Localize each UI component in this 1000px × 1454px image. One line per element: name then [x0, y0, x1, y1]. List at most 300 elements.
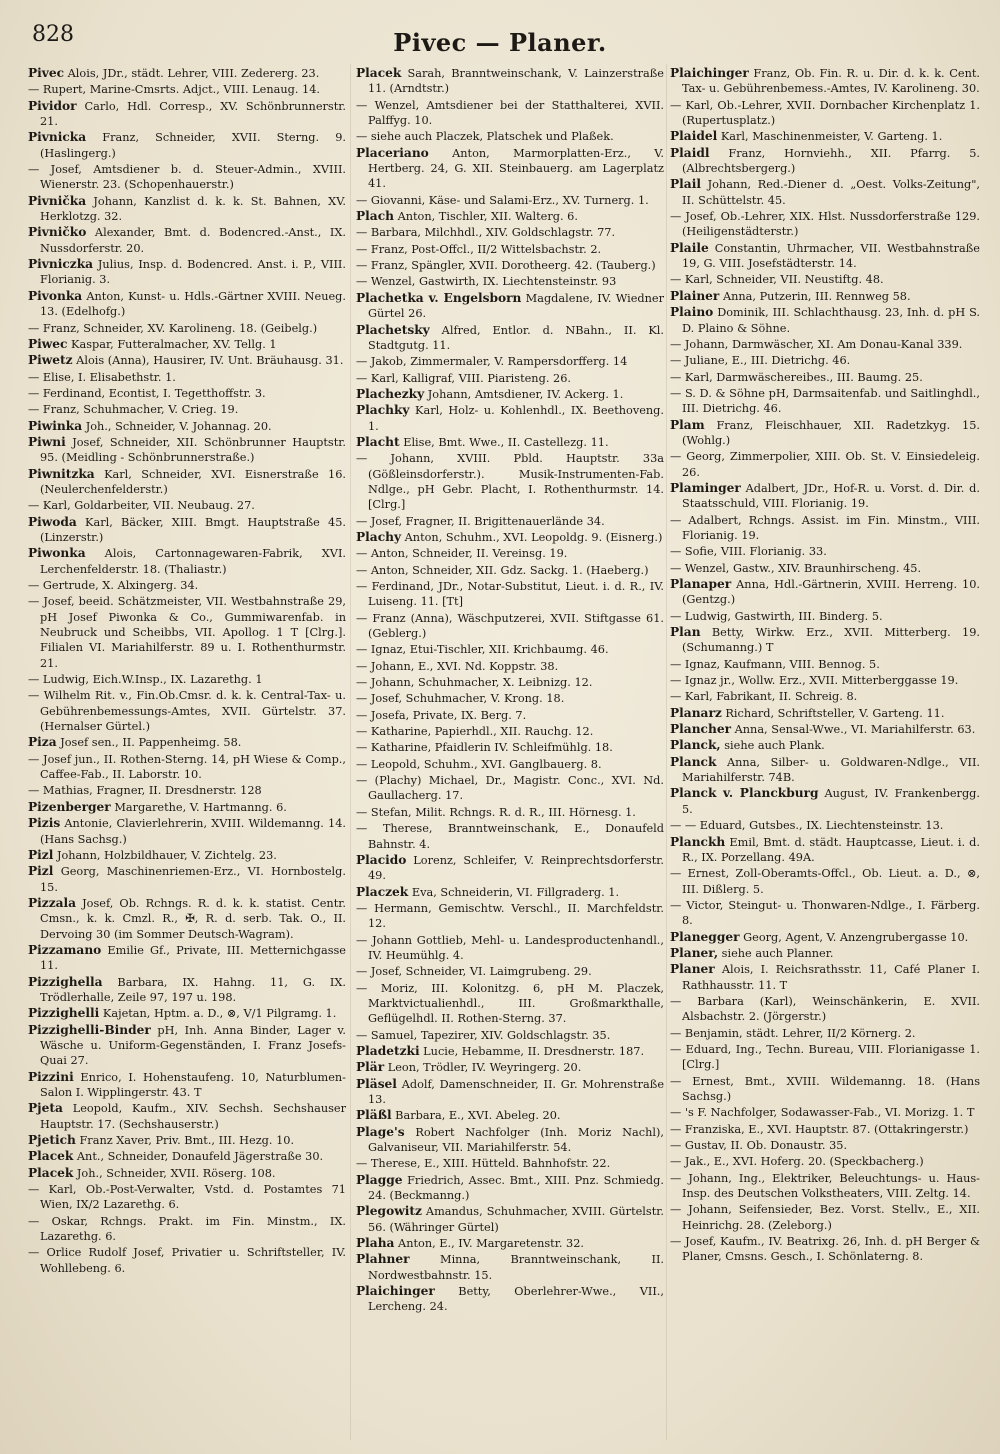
entry-details: Anton, E., IV. Margaretenstr. 32.: [394, 1237, 585, 1251]
entry-surname: Placeriano: [356, 145, 429, 160]
directory-entry: [670, 1122, 980, 1137]
directory-entry: [28, 1149, 346, 1164]
directory-entry: [356, 1284, 664, 1315]
entry-surname: Placht: [356, 434, 400, 449]
entry-details: Adalbert, JDr., Hof-R. u. Vorst. d. Dir. d. Staatsschuld, VIII. Florianig. 19.: [682, 481, 980, 511]
entry-details: Enrico, I. Hohenstaufeng. 10, Naturblumen-Salon I. Wipplingerstr. 43. T: [40, 1070, 346, 1099]
entry-details: — Ignaz jr., Wollw. Erz., XVII. Mitterberggasse 19.: [670, 674, 959, 688]
directory-entry: [670, 738, 980, 753]
directory-entry: [28, 864, 346, 895]
directory-entry: [356, 563, 664, 578]
directory-entry: [356, 675, 664, 690]
entry-details: — Josef jun., II. Rothen-Sterng. 14, pH Wiese & Comp., Caffee-Fab., II. Laborstr. 10.: [28, 752, 346, 782]
entry-details: — Ignaz, Kaufmann, VIII. Bennog. 5.: [670, 657, 880, 671]
entry-details: — Oskar, Rchngs. Prakt. im Fin. Minstm., IX. Lazarethg. 6.: [28, 1214, 346, 1244]
directory-entry: [670, 609, 980, 624]
directory-entry: [28, 66, 346, 81]
directory-entry: [356, 387, 664, 402]
entry-surname: Plach: [356, 209, 394, 224]
entry-details: Franz Xaver, Priv. Bmt., III. Hezg. 10.: [75, 1134, 295, 1148]
directory-entry: [356, 274, 664, 289]
directory-entry: [28, 467, 346, 498]
entry-surname: Pläßl: [356, 1108, 392, 1123]
entry-details: — Therese, Branntweinschank, E., Donaufeld Bahnstr. 4.: [356, 822, 664, 851]
directory-entry: [28, 515, 346, 546]
entry-details: Leon, Trödler, IV. Weyringerg. 20.: [384, 1061, 582, 1075]
entry-surname: Pividor: [28, 98, 77, 113]
column-2: [356, 66, 664, 1440]
directory-entry: [28, 225, 346, 256]
entry-details: Alois, I. Reichsrathsstr. 11, Café Planer I. Rathhausstr. 11. T: [682, 963, 980, 992]
directory-entry: [356, 354, 664, 369]
entry-surname: Pivniczka: [28, 257, 94, 272]
directory-entry: [670, 544, 980, 559]
directory-entry: [356, 1028, 664, 1043]
entry-details: Emilie Gf., Private, III. Metternichgasse 11.: [40, 943, 346, 973]
entry-surname: Pladetzki: [356, 1043, 420, 1058]
entry-details: — Samuel, Tapezirer, XIV. Goldschlagstr. 35.: [356, 1028, 611, 1042]
entry-details: — Ernest, Zoll-Oberamts-Offcl., Ob. Lieut. a. D., ⊗, III. Dißlerg. 5.: [670, 867, 980, 896]
entry-details: Anna, Hdl.-Gärtnerin, XVIII. Herreng. 10. (Gentzg.): [682, 578, 980, 607]
directory-entry: [670, 66, 980, 97]
directory-entry: [670, 561, 980, 576]
entry-surname: Planarz: [670, 705, 722, 720]
directory-entry: [28, 688, 346, 734]
directory-entry: [356, 1125, 664, 1156]
column-3: [670, 66, 980, 1440]
directory-entry: [356, 1108, 664, 1123]
entry-details: — Wenzel, Gastw., XIV. Braunhirscheng. 45.: [670, 561, 922, 575]
entry-details: — Josef, Fragner, II. Brigittenauerlände 34.: [356, 514, 605, 528]
entry-details: Anton, Schuhm., XVI. Leopoldg. 9. (Eisnerg.): [401, 530, 663, 544]
directory-entry: [670, 129, 980, 144]
directory-entry: [356, 209, 664, 224]
entry-details: — Ernest, Bmt., XVIII. Wildemanng. 18. (Hans Sachsg.): [670, 1074, 980, 1103]
entry-details: — Wenzel, Amtsdiener bei der Statthalterei, XVII. Palffyg. 10.: [356, 98, 664, 128]
directory-entry: [670, 625, 980, 656]
entry-details: — Franz, Spängler, XVII. Dorotheerg. 42. (Tauberg.): [356, 259, 656, 273]
entry-details: — Barbara, Milchhdl., XIV. Goldschlagstr. 77.: [356, 226, 616, 240]
entry-details: — Victor, Steingut- u. Thonwaren-Ndlge., I. Färberg. 8.: [670, 898, 980, 928]
directory-entry: [28, 1101, 346, 1132]
entry-details: Barbara, IX. Hahng. 11, G. IX. Trödlerhalle, Zeile 97, 197 u. 198.: [40, 975, 346, 1004]
directory-entry: [28, 735, 346, 750]
directory-entry: [670, 1042, 980, 1073]
entry-surname: Planck,: [670, 738, 721, 753]
directory-entry: [28, 194, 346, 225]
entry-details: — Elise, I. Elisabethstr. 1.: [28, 370, 176, 384]
entry-surname: Plam: [670, 417, 705, 432]
entry-details: Betty, Wirkw. Erz., XVII. Mitterberg. 19. (Schumanng.) T: [682, 626, 980, 655]
entry-details: — Johann, Ing., Elektriker, Beleuchtungs- u. Haus-Insp. des Deutschen Volkstheaters, VIII. Zeltg. 14.: [670, 1171, 980, 1201]
entry-details: Josef, Ob. Rchngs. R. d. k. k. statist. Centr. Cmsn., k. k. Cmzl. R., ✠, R. d. serb. Tak. O., II. Dervoing 30 (im Sommer Deutsch-Wagram).: [40, 896, 346, 941]
entry-surname: Piwinka: [28, 418, 83, 433]
directory-entry: [670, 689, 980, 704]
running-head: Pivec — Planer.: [393, 28, 607, 57]
directory-entry: [356, 724, 664, 739]
entry-details: — Rupert, Marine-Cmsrts. Adjct., VIII. Lenaug. 14.: [28, 83, 320, 97]
entry-details: — Franz, Post-Offcl., II/2 Wittelsbachstr. 2.: [356, 242, 602, 256]
directory-entry: [670, 755, 980, 786]
directory-entry: [356, 611, 664, 642]
directory-entry: [356, 1156, 664, 1171]
entry-surname: Plaha: [356, 1236, 395, 1251]
entry-details: Kajetan, Hptm. a. D., ⊗, V/1 Pilgramg. 1.: [99, 1007, 337, 1021]
directory-entry: [28, 1182, 346, 1213]
directory-entry: [356, 129, 664, 144]
directory-entry: [670, 513, 980, 544]
directory-entry: [356, 371, 664, 386]
entry-details: — Josef, beeid. Schätzmeister, VII. Westbahnstraße 29, pH Josef Piwonka & Co., Gummiwarenfab. in Neubruck und Scheibbs, VII. Apollog. 1 T [Clrg.]. Filialen VI. Mariahilferstr. 89 u. I. Rothenthurmstr. 21.: [28, 595, 346, 670]
entry-surname: Plachy: [356, 529, 402, 544]
directory-entry: [28, 943, 346, 974]
directory-entry: [670, 1026, 980, 1041]
directory-entry: [670, 866, 980, 897]
directory-entry: [670, 146, 980, 177]
entry-details: Alois (Anna), Hausirer, IV. Unt. Bräuhausg. 31.: [72, 354, 344, 368]
directory-entry: [356, 225, 664, 240]
entry-details: — Georg, Zimmerpolier, XIII. Ob. St. V. Einsiedeleig. 26.: [670, 450, 980, 479]
directory-entry: [356, 546, 664, 561]
entry-surname: Pivonka: [28, 288, 83, 303]
entry-details: Anna, Sensal-Wwe., VI. Mariahilferstr. 63.: [731, 723, 976, 737]
entry-details: Franz, Ob. Fin. R. u. Dir. d. k. k. Cent. Tax- u. Gebührenbemess.-Amtes, IV. Karolineng. 30.: [682, 67, 980, 96]
entry-details: — Josef, Amtsdiener b. d. Steuer-Admin., XVIII. Wienerstr. 23. (Schopenhauerstr.): [28, 163, 346, 192]
entry-details: — Karl, Goldarbeiter, VII. Neubaug. 27.: [28, 499, 255, 513]
directory-entry: [356, 691, 664, 706]
directory-entry: [28, 1214, 346, 1245]
entry-details: — (Plachy) Michael, Dr., Magistr. Conc., XVI. Nd. Gaullacherg. 17.: [356, 774, 664, 803]
directory-entry: [356, 193, 664, 208]
entry-details: Joh., Schneider, V. Johannag. 20.: [82, 419, 272, 433]
entry-surname: Plage's: [356, 1124, 405, 1139]
entry-surname: Piwoda: [28, 514, 77, 529]
entry-details: Betty, Oberlehrer-Wwe., VII., Lercheng. 24.: [368, 1285, 664, 1314]
directory-entry: [28, 402, 346, 417]
directory-entry: [28, 800, 346, 815]
directory-entry: [28, 257, 346, 288]
entry-details: — Wilhelm Rit. v., Fin.Ob.Cmsr. d. k. k. Central-Tax- u. Gebührenbemessungs-Amtes, XVII. Gürtelstr. 37. (Hernalser Gürtel.): [28, 689, 346, 734]
entry-details: — Johann, Darmwäscher, XI. Am Donau-Kanal 339.: [670, 337, 963, 351]
entry-details: — Gustav, II. Ob. Donaustr. 35.: [670, 1139, 848, 1153]
directory-entry: [28, 289, 346, 320]
directory-entry: [28, 752, 346, 783]
directory-entry: [28, 130, 346, 161]
directory-entry: [670, 786, 980, 817]
directory-entry: [356, 1173, 664, 1204]
directory-entry: [28, 337, 346, 352]
entry-details: — Stefan, Milit. Rchngs. R. d. R., III. Hörnesg. 1.: [356, 805, 636, 819]
entry-surname: Piwni: [28, 434, 66, 449]
directory-entry: [28, 816, 346, 847]
entry-details: Friedrich, Assec. Bmt., XIII. Pnz. Schmiedg. 24. (Beckmanng.): [368, 1173, 664, 1203]
entry-details: — Benjamin, städt. Lehrer, II/2 Körnerg. 2.: [670, 1026, 916, 1040]
entry-surname: Plachetsky: [356, 322, 430, 337]
directory-entry: [28, 498, 346, 513]
entry-details: — Karl, Schneider, VII. Neustiftg. 48.: [670, 273, 884, 287]
directory-entry: [28, 1166, 346, 1181]
directory-entry: [670, 177, 980, 208]
directory-entry: [670, 722, 980, 737]
entry-details: Josef, Schneider, XII. Schönbrunner Hauptstr. 95. (Meidling - Schönbrunnerstraße.): [40, 435, 346, 465]
entry-details: Johann, Holzbildhauer, V. Zichtelg. 23.: [53, 848, 277, 862]
directory-entry: [670, 289, 980, 304]
directory-entry: [670, 946, 980, 961]
entry-details: — Josef, Kaufm., IV. Beatrixg. 26, Inh. d. pH Berger & Planer, Cmsns. Gesch., I. Schönlaterng. 8.: [670, 1235, 980, 1264]
entry-details: Karl, Schneider, XVI. Eisnerstraße 16. (Neulerchenfelderstr.): [40, 467, 346, 496]
entry-details: — Sofie, VIII. Florianig. 33.: [670, 545, 827, 559]
directory-entry: [28, 848, 346, 863]
entry-details: — Giovanni, Käse- und Salami-Erz., XV. Turnerg. 1.: [356, 193, 649, 207]
entry-details: Lorenz, Schleifer, V. Reinprechtsdorferstr. 49.: [368, 853, 664, 883]
entry-details: — Anton, Schneider, II. Vereinsg. 19.: [356, 547, 568, 561]
entry-details: Franz, Schneider, XVII. Sterng. 9. (Haslingerg.): [40, 131, 346, 160]
directory-entry: [670, 449, 980, 480]
directory-entry: [670, 370, 980, 385]
entry-details: — Franz, Schneider, XV. Karolineng. 18. (Geibelg.): [28, 321, 318, 335]
entry-surname: Plagge: [356, 1172, 403, 1187]
entry-details: Adolf, Damenschneider, II. Gr. Mohrenstraße 13.: [368, 1077, 664, 1106]
directory-entry: [28, 99, 346, 130]
entry-surname: Plancher: [670, 722, 732, 737]
entry-details: Anna, Putzerin, III. Rennweg 58.: [719, 289, 911, 303]
entry-details: — Franz (Anna), Wäschputzerei, XVII. Stiftgasse 61. (Geblerg.): [356, 611, 664, 641]
entry-surname: Plachetka v. Engelsborn: [356, 290, 522, 305]
entry-details: — Josef, Ob.-Lehrer, XIX. Hlst. Nussdorferstraße 129. (Heiligenstädterstr.): [670, 210, 980, 239]
directory-entry: [356, 451, 664, 512]
entry-details: Magdalene, IV. Wiedner Gürtel 26.: [368, 291, 664, 321]
entry-details: — Johann Gottlieb, Mehl- u. Landesproductenhandl., IV. Heumühlg. 4.: [356, 933, 664, 962]
entry-details: — Katharine, Pfaidlerin IV. Schleifmühlg. 18.: [356, 741, 613, 755]
entry-details: Johann, Kanzlist d. k. k. St. Bahnen, XV. Herklotzg. 32.: [40, 194, 346, 224]
directory-entry: [356, 821, 664, 852]
entry-details: — Johann, XVIII. Pbld. Hauptstr. 33a (Gößleinsdorferstr.). Musik-Instrumenten-Fab. Ndlge., pH Gebr. Placht, I. Rothenthurmstr. 14. [Clrg.]: [356, 452, 664, 512]
directory-entry: [28, 578, 346, 593]
entry-surname: Pizzighella: [28, 974, 103, 989]
entry-details: Julius, Insp. d. Bodencred. Anst. i. P., VIII. Florianig. 3.: [40, 258, 346, 287]
entry-details: Eva, Schneiderin, VI. Fillgraderg. 1.: [408, 885, 620, 899]
entry-details: Minna, Branntweinschank, II. Nordwestbahnstr. 15.: [368, 1253, 664, 1282]
entry-surname: Pivec: [28, 66, 65, 80]
page-header: [0, 0, 1000, 58]
entry-details: Alexander, Bmt. d. Bodencred.-Anst., IX. Nussdorferstr. 20.: [40, 226, 346, 255]
directory-entry: [670, 962, 980, 993]
entry-details: Kaspar, Futteralmacher, XV. Tellg. 1: [67, 337, 277, 351]
column-divider: [350, 64, 351, 1440]
directory-entry: [356, 1204, 664, 1235]
entry-surname: Planegger: [670, 929, 740, 944]
entry-details: — Leopold, Schuhm., XVI. Ganglbauerg. 8.: [356, 757, 602, 771]
directory-entry: [28, 1023, 346, 1069]
entry-surname: Plainer: [670, 288, 720, 303]
directory-entry: [356, 1252, 664, 1283]
entry-details: — Ludwig, Gastwirth, III. Binderg. 5.: [670, 609, 883, 623]
entry-surname: Pizl: [28, 864, 54, 879]
directory-entry: [356, 530, 664, 545]
entry-surname: Planaper: [670, 577, 732, 591]
entry-details: — Karl, Ob.-Post-Verwalter, Vstd. d. Postamtes 71 Wien, IX/2 Lazarethg. 6.: [28, 1183, 346, 1212]
directory-entry: [670, 418, 980, 449]
entry-surname: Plaichinger: [670, 66, 749, 80]
entry-surname: Placzek: [356, 884, 409, 899]
directory-entry: [28, 82, 346, 97]
directory-entry: [356, 66, 664, 97]
directory-entry: [670, 272, 980, 287]
entry-details: Franz, Hornviehh., XII. Pfarrg. 5. (Albrechtsbergerg.): [682, 146, 980, 176]
entry-surname: Pjeta: [28, 1101, 63, 1116]
entry-details: — — Eduard, Gutsbes., IX. Liechtensteinstr. 13.: [670, 819, 944, 833]
entry-surname: Planck: [670, 754, 717, 769]
directory-entry: [670, 835, 980, 866]
directory-entry: [28, 435, 346, 466]
entry-details: Carlo, Hdl. Corresp., XV. Schönbrunnerstr. 21.: [40, 99, 346, 129]
entry-details: Alois, JDr., städt. Lehrer, VIII. Zedererg. 23.: [64, 67, 320, 80]
directory-entry: [28, 594, 346, 671]
entry-surname: Plahner: [356, 1252, 410, 1267]
entry-details: — Karl, Ob.-Lehrer, XVII. Dornbacher Kirchenplatz 1. (Rupertusplatz.): [670, 98, 980, 128]
directory-entry: [670, 209, 980, 240]
entry-surname: Placido: [356, 852, 407, 867]
directory-entry: [670, 1171, 980, 1202]
entry-surname: Plaino: [670, 305, 714, 320]
entry-details: Elise, Bmt. Wwe., II. Castellezg. 11.: [399, 435, 609, 449]
directory-entry: [28, 370, 346, 385]
entry-details: — Therese, E., XIII. Hütteld. Bahnhofstr. 22.: [356, 1157, 611, 1171]
entry-details: — Ignaz, Etui-Tischler, XII. Krichbaumg. 46.: [356, 643, 609, 657]
entry-details: — Johann, Schuhmacher, X. Leibnizg. 12.: [356, 676, 593, 690]
entry-details: Constantin, Uhrmacher, VII. Westbahnstraße 19, G. VIII. Josefstädterstr. 14.: [682, 241, 980, 271]
entry-surname: Placek: [28, 1165, 74, 1180]
entry-surname: Pivničko: [28, 225, 87, 240]
entry-surname: Plegowitz: [356, 1204, 422, 1219]
directory-entry: [28, 162, 346, 193]
directory-entry: [28, 386, 346, 401]
entry-surname: Pjetich: [28, 1133, 76, 1148]
directory-entry: [28, 1070, 346, 1101]
entry-details: Robert Nachfolger (Inh. Moriz Nachl), Galvaniseur, VII. Mariahilferstr. 54.: [368, 1125, 664, 1155]
entry-surname: Plachezky: [356, 386, 425, 401]
directory-entry: [670, 305, 980, 336]
entry-details: siehe auch Planner.: [718, 946, 834, 960]
entry-details: Georg, Maschinenriemen-Erz., VI. Hornbostelg. 15.: [40, 865, 346, 894]
entry-details: Franz, Fleischhauer, XII. Radetzkyg. 15. (Wohlg.): [682, 418, 980, 447]
directory-entry: [28, 419, 346, 434]
entry-details: Dominik, III. Schlachthausg. 23, Inh. d. pH S. D. Plaino & Söhne.: [682, 306, 980, 335]
entry-details: — Karl, Kalligraf, VIII. Piaristeng. 26.: [356, 371, 571, 385]
entry-surname: Plaidl: [670, 145, 710, 160]
entry-details: — Orlice Rudolf Josef, Privatier u. Schriftsteller, IV. Wohllebeng. 6.: [28, 1246, 346, 1275]
entry-details: Georg, Agent, V. Anzengrubergasse 10.: [739, 930, 969, 944]
directory-entry: [670, 1234, 980, 1265]
entry-details: — Wenzel, Gastwirth, IX. Liechtensteinstr. 93: [356, 275, 617, 289]
entry-surname: Plaile: [670, 240, 709, 255]
directory-entry: [356, 853, 664, 884]
entry-details: Ant., Schneider, Donaufeld Jägerstraße 30.: [73, 1150, 324, 1164]
entry-details: — S. D. & Söhne pH, Darmsaitenfab. und Saitlinghdl., III. Dietrichg. 46.: [670, 386, 980, 416]
directory-entry: [356, 146, 664, 192]
entry-details: — Mathias, Fragner, II. Dresdnerstr. 128: [28, 784, 262, 798]
entry-surname: Plail: [670, 177, 701, 192]
entry-details: — Adalbert, Rchngs. Assist. im Fin. Minstm., VIII. Florianig. 19.: [670, 513, 980, 542]
entry-surname: Planckh: [670, 834, 726, 849]
entry-surname: Piwonka: [28, 546, 86, 561]
directory-entry: [28, 672, 346, 687]
directory-entry: [356, 258, 664, 273]
entry-details: Johann, Red.-Diener d. „Oest. Volks-Zeitung", II. Schüttelstr. 45.: [682, 178, 980, 207]
entry-details: Sarah, Branntweinschank, V. Lainzerstraße 11. (Arndtstr.): [368, 67, 664, 96]
directory-entry: [670, 930, 980, 945]
directory-entry: [670, 98, 980, 129]
entry-details: Alfred, Entlor. d. NBahn., II. Kl. Stadtgutg. 11.: [368, 323, 664, 352]
directory-entry: [356, 1044, 664, 1059]
entry-details: Karl, Maschinenmeister, V. Garteng. 1.: [717, 130, 943, 144]
entry-surname: Pivnička: [28, 193, 87, 208]
directory-entry: [28, 546, 346, 577]
entry-surname: Plachky: [356, 403, 410, 418]
entry-surname: Planer: [670, 962, 715, 977]
column-divider: [666, 64, 667, 1440]
entry-details: — Karl, Darmwäschereibes., III. Baumg. 25.: [670, 370, 923, 384]
entry-details: Anton, Marmorplatten-Erz., V. Hertberg. 24, G. XII. Steinbauerg. am Lagerplatz 41.: [368, 146, 664, 191]
entry-details: Amandus, Schuhmacher, XVIII. Gürtelstr. 56. (Währinger Gürtel): [368, 1205, 664, 1234]
entry-surname: Placek: [356, 66, 402, 80]
directory-entry: [356, 933, 664, 964]
entry-details: Karl, Bäcker, XIII. Bmgt. Hauptstraße 45. (Linzerstr.): [40, 515, 346, 544]
entry-surname: Pizenberger: [28, 799, 111, 814]
directory-entry: [356, 740, 664, 755]
entry-surname: Plaidel: [670, 129, 718, 144]
directory-entry: [28, 321, 346, 336]
entry-details: — Anton, Schneider, XII. Gdz. Sackg. 1. (Haeberg.): [356, 563, 649, 577]
entry-surname: Planck v. Planckburg: [670, 786, 819, 801]
entry-details: — Josef, Schuhmacher, V. Krong. 18.: [356, 692, 565, 706]
directory-entry: [356, 773, 664, 804]
entry-details: Anna, Silber- u. Goldwaren-Ndlge., VII. Mariahilferstr. 74B.: [682, 755, 980, 785]
directory-entry: [356, 901, 664, 932]
entry-details: Margarethe, V. Hartmanng. 6.: [110, 800, 287, 814]
directory-entry: [356, 1060, 664, 1075]
entry-details: — Barbara (Karl), Weinschänkerin, E. XVII. Alsbachstr. 2. (Jörgerstr.): [670, 994, 980, 1024]
directory-entry: [28, 353, 346, 368]
directory-entry: [356, 1236, 664, 1251]
entry-details: — Johann, Seifensieder, Bez. Vorst. Stellv., E., XII. Heinrichg. 28. (Zeleborg.): [670, 1203, 980, 1232]
directory-entry: [670, 657, 980, 672]
entry-details: — Moriz, III. Kolonitzg. 6, pH M. Placzek, Marktvictualienhdl., III. Großmarkthalle, Geflügelhdl. II. Rothen-Sterng. 37.: [356, 981, 664, 1026]
entry-details: — Jak., E., XVI. Hoferg. 20. (Speckbacherg.): [670, 1155, 924, 1169]
directory-entry: [356, 805, 664, 820]
entry-details: — Katharine, Papierhdl., XII. Rauchg. 12.: [356, 725, 594, 739]
entry-details: Emil, Bmt. d. städt. Hauptcasse, Lieut. i. d. R., IX. Porzellang. 49A.: [682, 835, 980, 864]
directory-entry: [356, 514, 664, 529]
entry-details: Richard, Schriftsteller, V. Garteng. 11.: [721, 706, 945, 720]
directory-entry: [670, 898, 980, 929]
directory-entry: [356, 885, 664, 900]
directory-entry: [356, 98, 664, 129]
directory-entry: [356, 659, 664, 674]
entry-surname: Pizis: [28, 816, 61, 831]
entry-surname: Plan: [670, 625, 701, 640]
entry-details: — Hermann, Gemischtw. Verschl., II. Marchfeldstr. 12.: [356, 901, 664, 931]
directory-entry: [670, 1138, 980, 1153]
entry-details: — Ferdinand, JDr., Notar-Substitut, Lieut. i. d. R., IV. Luiseng. 11. [Tt]: [356, 580, 664, 609]
entry-details: — Gertrude, X. Alxingerg. 34.: [28, 579, 199, 592]
directory-entry: [356, 981, 664, 1027]
entry-surname: Pizzala: [28, 895, 77, 910]
entry-surname: Pizzamano: [28, 942, 102, 957]
directory-entry: [28, 1006, 346, 1021]
directory-entry: [670, 481, 980, 512]
directory-entry: [356, 964, 664, 979]
